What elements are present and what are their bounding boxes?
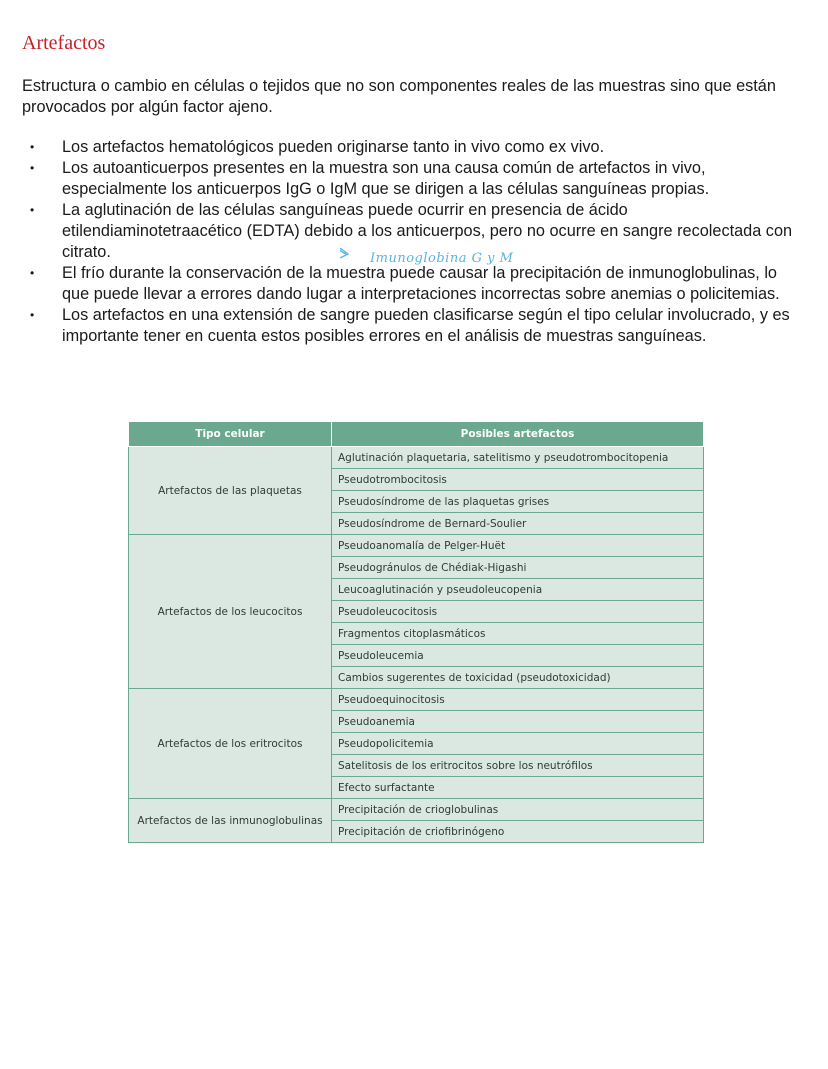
artifact-cell: Pseudoequinocitosis	[332, 689, 704, 711]
bullet-icon: •	[30, 308, 35, 322]
artifact-cell: Pseudosíndrome de Bernard-Soulier	[332, 513, 704, 535]
artifact-cell: Pseudoleucocitosis	[332, 601, 704, 623]
list-item	[22, 158, 802, 200]
bullet-text: Los artefactos hematológicos pueden originarse tanto in vivo como ex vivo.	[62, 138, 605, 156]
artifact-cell: Precipitación de crioglobulinas	[332, 799, 704, 821]
artifact-cell: Pseudogránulos de Chédiak-Higashi	[332, 557, 704, 579]
bullet-text: El frío durante la conservación de la muestra puede causar la precipitación de inmunoglobulinas, lo que puede llevar a errores dando lugar a interpretaciones incorrectas sobre anemias o policitemias.	[62, 264, 780, 303]
section-title: Artefactos	[22, 32, 106, 54]
artifact-cell: Efecto surfactante	[332, 777, 704, 799]
group-cell: Artefactos de los eritrocitos	[129, 689, 332, 799]
artifact-cell: Fragmentos citoplasmáticos	[332, 623, 704, 645]
list-item	[22, 137, 802, 158]
table-header-row	[129, 422, 704, 447]
bullet-icon: •	[30, 161, 35, 175]
artifact-cell: Precipitación de criofibrinógeno	[332, 821, 704, 843]
group-cell: Artefactos de las plaquetas	[129, 447, 332, 535]
artifact-cell: Pseudoanemia	[332, 711, 704, 733]
column-header-artifacts: Posibles artefactos	[332, 422, 704, 447]
artifact-cell: Pseudoleucemia	[332, 645, 704, 667]
group-cell: Artefactos de las inmunoglobulinas	[129, 799, 332, 843]
artifacts-table	[128, 421, 704, 843]
artifact-cell: Leucoaglutinación y pseudoleucopenia	[332, 579, 704, 601]
group-cell: Artefactos de los leucocitos	[129, 535, 332, 689]
artifact-cell: Pseudosíndrome de las plaquetas grises	[332, 491, 704, 513]
table-row	[129, 535, 704, 557]
bullet-icon: •	[30, 203, 35, 217]
handwritten-note: Imunoglobina G y M	[370, 251, 514, 266]
artifact-cell: Pseudopolicitemia	[332, 733, 704, 755]
table-row	[129, 689, 704, 711]
bullet-text: Los artefactos en una extensión de sangre pueden clasificarse según el tipo celular involucrado, y es importante tener en cuenta estos posibles errores en el análisis de muestras sanguíneas.	[62, 306, 790, 345]
list-item	[22, 263, 802, 305]
artifact-cell: Pseudotrombocitosis	[332, 469, 704, 491]
artifact-cell: Cambios sugerentes de toxicidad (pseudotoxicidad)	[332, 667, 704, 689]
bullet-icon: •	[30, 266, 35, 280]
bullet-text: La aglutinación de las células sanguíneas puede ocurrir en presencia de ácido etilendiaminotetraacético (EDTA) debido a los anticuerpos, pero no ocurre en sangre recolectada con citrato.	[62, 201, 793, 261]
column-header-cell-type: Tipo celular	[129, 422, 332, 447]
bullet-icon: •	[30, 140, 35, 154]
table-row	[129, 447, 704, 469]
intro-paragraph: Estructura o cambio en células o tejidos que no son componentes reales de las muestras sino que están provocados por algún factor ajeno.	[22, 77, 776, 116]
bullet-text: Los autoanticuerpos presentes en la muestra son una causa común de artefactos in vivo, especialmente los anticuerpos IgG o IgM que se dirigen a las células sanguíneas propias.	[62, 159, 710, 198]
artifact-cell: Aglutinación plaquetaria, satelitismo y pseudotrombocitopenia	[332, 447, 704, 469]
table-row	[129, 799, 704, 821]
artifact-cell: Pseudoanomalía de Pelger-Huët	[332, 535, 704, 557]
artifact-cell: Satelitosis de los eritrocitos sobre los neutrófilos	[332, 755, 704, 777]
list-item	[22, 305, 802, 347]
